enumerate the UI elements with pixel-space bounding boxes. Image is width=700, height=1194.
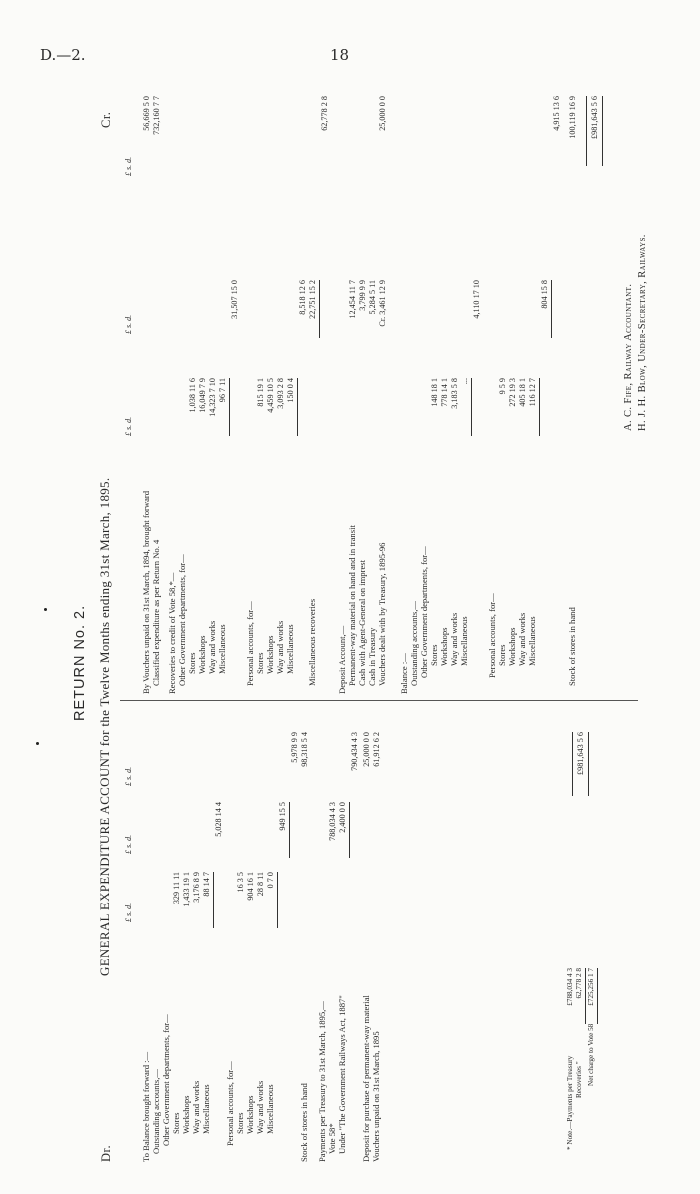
- note-line1-label: * Note.—Payments per Treasury: [566, 1055, 574, 1150]
- credit-bal-other-govt-item-amount: 148 18 1: [430, 378, 439, 407]
- debit-grand-total: £981,643 5 6: [576, 732, 585, 775]
- credit-bal-personal-item-label: Miscellaneous: [527, 616, 537, 666]
- note-line3-amount: £725,256 1 7: [587, 968, 595, 1006]
- credit-deposit-item-amount: 12,454 11 7: [348, 280, 357, 319]
- grand-total-rule: [602, 96, 603, 166]
- credit-bal-personal-item-label: Workshops: [507, 627, 517, 666]
- credit-balance-label: Balance :—: [399, 653, 409, 694]
- debit-other-govt-item-amount: 3,176 8 9: [192, 872, 201, 903]
- credit-recoveries-total: 62,778 2 8: [320, 96, 329, 131]
- credit-other-govt-item-label: Workshops: [197, 635, 207, 674]
- credit-bal-other-govt-label: Other Government departments, for—: [419, 546, 429, 678]
- currency-header: £ s. d.: [124, 834, 133, 854]
- debit-other-govt-item-amount: 329 11 11: [172, 872, 181, 905]
- subtotal-rule: [471, 378, 472, 436]
- debit-heading: Dr.: [99, 1144, 113, 1162]
- debit-other-govt-item-amount: 1,433 19 1: [182, 872, 191, 907]
- note-line2-amount: 62,778 2 8: [575, 968, 583, 999]
- credit-grand-total: £981,643 5 6: [590, 96, 599, 139]
- note-rule: [597, 968, 598, 1024]
- grand-total-rule: [588, 732, 589, 796]
- debit-other-govt-item-label: Workshops: [181, 1095, 191, 1134]
- credit-classified-label: Classified expenditure as per Return No. 4: [151, 539, 161, 686]
- debit-deposit-label: Deposit for purchase of permanent-way material: [361, 995, 371, 1162]
- debit-act-label: Under "The Government Railways Act, 1887": [337, 995, 347, 1154]
- debit-personal-label: Personal accounts, for—: [225, 1061, 235, 1146]
- debit-vouchers-amount: 61,912 6 2: [372, 732, 381, 767]
- subtotal-rule: [277, 872, 278, 928]
- debit-deposit-amount: 25,000 0 0: [362, 732, 371, 767]
- debit-vote-amount: 788,034 4 3: [328, 802, 337, 841]
- debit-personal-item-label: Miscellaneous: [265, 1084, 275, 1134]
- subtotal-rule: [551, 280, 552, 338]
- subtotal-rule: [349, 802, 350, 858]
- credit-deposit-item-amount: 5,284 5 11: [368, 280, 377, 315]
- credit-deposit-total: 25,000 0 0: [378, 96, 387, 131]
- credit-bal-other-govt-item-label: Miscellaneous: [459, 616, 469, 666]
- credit-bal-personal-item-amount: 405 18 1: [518, 378, 527, 407]
- debit-other-govt-item-amount: 88 14 7: [202, 872, 211, 897]
- credit-vouchers-label: By Vouchers unpaid on 31st March, 1894, brought forward: [141, 490, 151, 694]
- subtotal-rule: [213, 872, 214, 928]
- credit-personal-item-label: Workshops: [265, 635, 275, 674]
- debit-other-govt-item-label: Stores: [171, 1112, 181, 1134]
- credit-other-govt-item-amount: 96 7 11: [218, 378, 227, 403]
- currency-header: £ s. d.: [124, 766, 133, 786]
- debit-other-govt-label: Other Government departments, for—: [161, 1014, 171, 1146]
- credit-misc-label: Miscellaneous recoveries: [307, 598, 317, 686]
- signature-accountant: A. C. Fife, Railway Accountant.: [623, 283, 634, 431]
- debit-other-govt-total: 5,028 14 4: [214, 802, 223, 837]
- debit-personal-item-label: Way and works: [255, 1080, 265, 1134]
- credit-classified-amount: 732,160 7 7: [152, 96, 161, 135]
- credit-outstanding-label: Outstanding accounts,—: [409, 601, 419, 686]
- debit-personal-item-amount: 904 16 1: [246, 872, 255, 901]
- subtotal-rule: [297, 378, 298, 436]
- page-number: 18: [330, 46, 350, 64]
- credit-other-govt-item-label: Stores: [187, 652, 197, 674]
- credit-bal-other-govt-item-label: Workshops: [439, 627, 449, 666]
- credit-stock-amount: 100,119 16 9: [568, 96, 577, 139]
- credit-other-govt-item-amount: 1,038 11 6: [188, 378, 197, 413]
- credit-deposit-item-label: Cash in Treasury: [367, 627, 377, 686]
- credit-bal-personal-item-label: Stores: [497, 644, 507, 666]
- credit-bal-personal-label: Personal accounts, for—: [487, 593, 497, 678]
- credit-bal-other-govt-item-amount: 3,183 5 8: [450, 378, 459, 409]
- currency-header: £ s. d.: [124, 156, 133, 176]
- debit-outstanding-total: 5,978 9 9: [290, 732, 299, 763]
- debit-other-govt-item-label: Miscellaneous: [201, 1084, 211, 1134]
- credit-personal-item-amount: 815 19 1: [256, 378, 265, 407]
- account-title: GENERAL EXPENDITURE ACCOUNT for the Twelve Months ending 31st March, 1895.: [97, 477, 112, 976]
- credit-deposit-item-label: Cash with Agent-General on imprest: [357, 559, 367, 686]
- print-mark-dot: [44, 608, 47, 611]
- credit-other-govt-item-amount: 16,049 7 9: [198, 378, 207, 413]
- credit-bal-other-govt-item-amount: ...: [460, 378, 469, 385]
- credit-deposit-label: Deposit Account,—: [337, 625, 347, 694]
- debit-personal-item-label: Workshops: [245, 1095, 255, 1134]
- grand-total-rule: [572, 732, 573, 796]
- credit-personal-item-label: Way and works: [275, 620, 285, 674]
- debit-stock-amount: 98,318 5 4: [300, 732, 309, 767]
- debit-personal-item-label: Stores: [235, 1112, 245, 1134]
- currency-header: £ s. d.: [124, 902, 133, 922]
- credit-bal-personal-item-label: Way and works: [517, 612, 527, 666]
- subtotal-rule: [319, 280, 320, 338]
- credit-personal-item-amount: 4,459 10 5: [266, 378, 275, 413]
- credit-bal-other-govt-item-amount: 778 14 1: [440, 378, 449, 407]
- print-mark-dot: [36, 742, 39, 745]
- credit-deposit-item-label: Vouchers dealt with by Treasury, 1895-96: [377, 542, 387, 686]
- credit-personal-item-label: Stores: [255, 652, 265, 674]
- credit-recoveries-label: Recoveries to credit of Vote 58,*—: [167, 572, 177, 694]
- debit-personal-item-amount: 16 3 5: [236, 872, 245, 893]
- credit-personal-item-amount: 150 0 4: [286, 378, 295, 403]
- signature-under-secretary: H. J. H. Blow, Under-Secretary, Railways.: [637, 234, 648, 431]
- debit-payments-total: 790,434 4 3: [350, 732, 359, 771]
- credit-bal-other-govt-total: 4,110 17 10: [472, 280, 481, 319]
- subtotal-rule: [289, 802, 290, 858]
- credit-personal-item-amount: 3,093 2 8: [276, 378, 285, 409]
- credit-other-govt-total: 31,507 15 0: [230, 280, 239, 319]
- credit-other-govt-item-label: Miscellaneous: [217, 624, 227, 674]
- subtotal-rule: [539, 378, 540, 436]
- return-title: RETURN No. 2.: [72, 604, 88, 721]
- debit-stock-label: Stock of stores in hand: [299, 1083, 309, 1162]
- credit-other-govt-item-label: Way and works: [207, 620, 217, 674]
- debit-personal-item-amount: 28 8 11: [256, 872, 265, 897]
- debit-personal-item-amount: 0 7 0: [266, 872, 275, 889]
- credit-misc-amount: 22,751 15 2: [308, 280, 317, 319]
- debit-balance-label: To Balance brought forward :—: [141, 1051, 151, 1162]
- note-rule: [585, 968, 586, 1024]
- debit-vouchers-label: Vouchers unpaid on 31st March, 1895: [371, 1031, 381, 1162]
- credit-outstanding-total: 4,915 13 6: [552, 96, 561, 131]
- debit-act-amount: 2,400 0 0: [338, 802, 347, 833]
- credit-bal-other-govt-item-label: Stores: [429, 644, 439, 666]
- note-line1-amount: £788,034 4 3: [566, 968, 574, 1006]
- credit-bal-personal-item-amount: 116 12 7: [528, 378, 537, 407]
- debit-vote-label: Vote 58*: [327, 1123, 337, 1154]
- currency-header: £ s. d.: [124, 416, 133, 436]
- credit-vouchers-amount: 56,669 5 0: [142, 96, 151, 131]
- debit-other-govt-item-label: Way and works: [191, 1080, 201, 1134]
- credit-personal-item-label: Miscellaneous: [285, 624, 295, 674]
- debit-payments-label: Payments per Treasury to 31st March, 1895,—: [317, 1001, 327, 1162]
- credit-stock-label: Stock of stores in hand: [567, 607, 577, 686]
- center-divider: [120, 700, 638, 701]
- credit-other-govt-item-amount: 14,323 7 10: [208, 378, 217, 417]
- currency-header: £ s. d.: [124, 314, 133, 334]
- subtotal-rule: [229, 378, 230, 436]
- credit-deposit-item-label: Permanent-way material on hand and in transit: [347, 525, 357, 686]
- credit-personal-total: 8,518 12 6: [298, 280, 307, 315]
- page-code: D.—2.: [40, 46, 86, 64]
- credit-bal-personal-item-amount: 272 19 3: [508, 378, 517, 407]
- debit-outstanding-label: Outstanding accounts,—: [151, 1069, 161, 1154]
- credit-bal-personal-total: 804 15 8: [540, 280, 549, 309]
- note-line3-label: Net charge to Vote 58: [587, 1023, 595, 1086]
- credit-deposit-item-amount: 3,799 9 9: [358, 280, 367, 311]
- credit-bal-personal-item-amount: 9 5 9: [498, 378, 507, 395]
- credit-bal-other-govt-item-label: Way and works: [449, 612, 459, 666]
- debit-personal-total: 949 15 5: [278, 802, 287, 831]
- credit-heading: Cr.: [99, 111, 113, 128]
- credit-personal-label: Personal accounts, for—: [245, 601, 255, 686]
- expenditure-account-sheet: [62, 86, 684, 1176]
- credit-other-govt-label: Other Government departments, for—: [177, 554, 187, 686]
- credit-deposit-item-amount: Cr. 3,461 12 9: [378, 280, 387, 327]
- note-line2-label: Recoveries ": [575, 1061, 583, 1098]
- grand-total-rule: [586, 96, 587, 166]
